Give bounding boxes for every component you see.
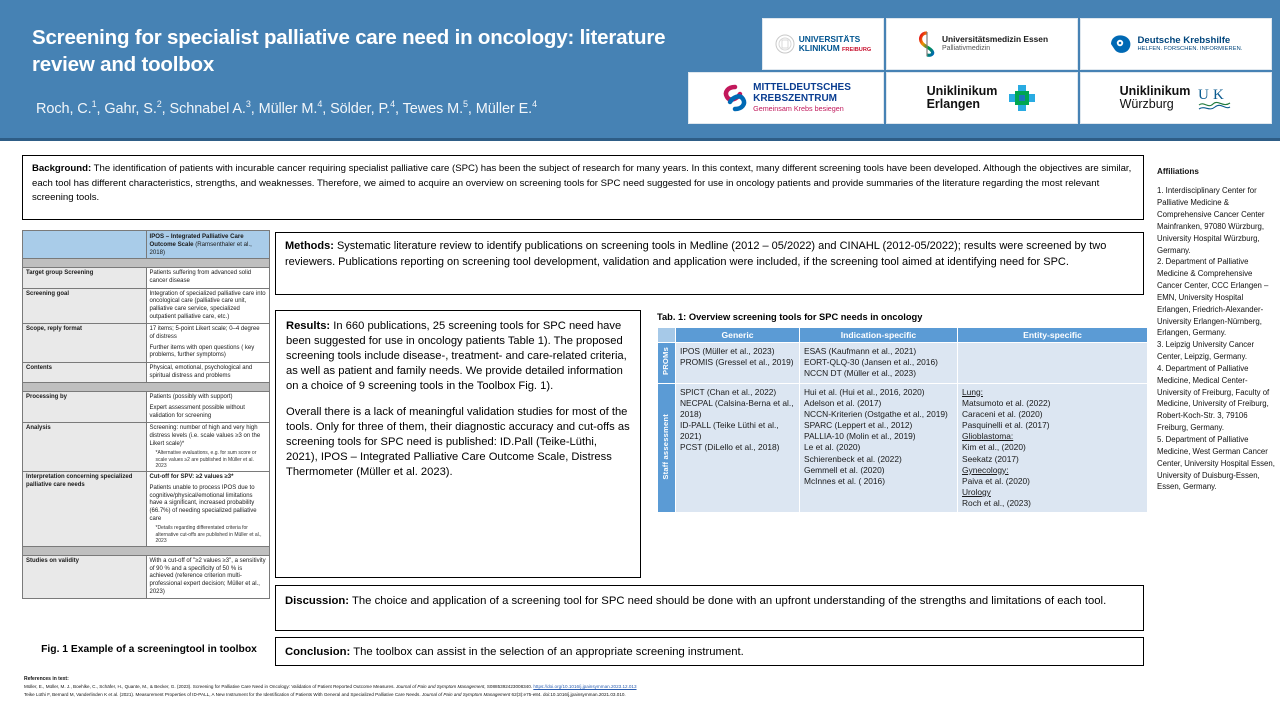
tab1-cell-line: Adelson et al. (2017) — [804, 397, 882, 408]
fig1-value-studies-on-validity: With a cut-off of "≥2 values ≥3", a sensitivity of 90 % and a specificity of 50 % is achieved (reference criterion multi-professional expert decision; Müller et al., 2023) — [146, 556, 270, 599]
tab1-staff-generic — [676, 383, 800, 513]
fig1-header-blank — [23, 231, 147, 259]
ref2-post: 62(3):e75-e84. doi:10.1016/j.jpainsymman.2021.03.010. — [510, 691, 626, 697]
tab1-cell-line: IPOS (Müller et al., 2023) — [680, 346, 775, 356]
methods-text — [285, 239, 1134, 270]
page-title: Screening for specialist palliative care need in oncology: literature review and toolbox — [32, 26, 666, 77]
fig1-caption: Fig. 1 Example of a screeningtool in toolbox — [41, 644, 257, 655]
table-row — [23, 288, 270, 324]
results-label: Results: — [286, 320, 331, 332]
conclusion-section — [275, 637, 1144, 666]
tab1-proms-entity — [958, 343, 1148, 384]
tab1-entity-item: Roch et al., (2023) — [962, 498, 1031, 509]
discussion-label: Discussion: — [285, 595, 350, 607]
ref1-pre: Müller, E., Müller, M. J., Boehlke, C., Schäfer, H., Quante, M., & Becker, G. (2023). Screening for Palliative Care Need in Oncology: Validation of Patient Reported Outcome Measures. — [24, 684, 396, 689]
fig1-analysis-note: *Alternative evaluations, e.g. for sum score or scale values ≥2 are published in Müller et al. 2023 — [155, 450, 257, 469]
tab1-proms-indication — [800, 343, 958, 384]
tab1-entity-item: Kim et al., (2020) — [962, 442, 1026, 453]
fig1-spacer-row-2 — [23, 383, 270, 392]
mitteldeutsches-krebszentrum-logo: MITTELDEUTSCHES KREBSZENTRUM Gemeinsam Krebs besiegen — [688, 72, 884, 124]
tab1-cell-line: ID-PALL (Teike Lüthi et al., 2021) — [680, 420, 779, 442]
poster-header — [0, 0, 1280, 141]
table-row — [23, 392, 270, 423]
tab1-entity-item: Paiva et al. (2020) — [962, 475, 1030, 486]
discussion-text — [285, 593, 1134, 609]
fig1-spacer-row-3 — [23, 547, 270, 556]
fig1-value-target-group: Patients suffering from advanced solid cancer disease — [146, 268, 270, 288]
fig1-analysis-text: Screening: number of high and very high distress levels (i.e. scale values ≥3 on the Likert scale)* — [149, 425, 261, 447]
ref2-journal: Journal of Pain and Symptom Management — [421, 691, 511, 697]
affiliation-item-5: 5. Department of Palliative Medicine, West German Cancer Center, University Hospital Essen, University of Duisburg-Essen, Essen, Germany. — [1157, 435, 1275, 492]
fig1-table-wrap — [22, 230, 270, 599]
table-row — [23, 472, 270, 547]
background-text — [32, 162, 1135, 206]
uniklinikum-wuerzburg-logo: Uniklinikum Würzburg U K — [1080, 72, 1272, 124]
fig1-value-scope-reply-format — [146, 324, 270, 363]
uniklinikum-erlangen-logo: Uniklinikum Erlangen — [886, 72, 1078, 124]
tab1-title: Tab. 1: Overview screening tools for SPC needs in oncology — [657, 312, 923, 322]
reference-item-1 — [24, 683, 1264, 691]
table-row — [23, 363, 270, 383]
table-row — [23, 423, 270, 472]
tab1-col-indication-specific: Indication-specific — [800, 328, 958, 343]
universitaetsmedizin-essen-logo: Universitätsmedizin Essen Palliativmedizin — [886, 18, 1078, 70]
ref2-pre: Teike Lüthi F, Bernard M, Vanderlinden K et al. (2021). Measurement Properties of ID-PALL, A New Instrument for the Identification of Patients With General and Specialized Palliative Care Needs. — [24, 691, 422, 697]
tab1-rowlabel-staff-assessment — [658, 383, 676, 513]
tab1-table-wrap — [657, 327, 1147, 513]
table-row — [658, 383, 1148, 513]
table-row-header — [658, 328, 1148, 343]
fig1-value-processing-by — [146, 392, 270, 423]
fig1-header-title — [146, 231, 270, 259]
fig1-label-processing-by: Processing by — [23, 392, 147, 423]
tab1-entity-item: Caraceni et al. (2020) — [962, 408, 1043, 419]
tab1-entity-item: Seekatz (2017) — [962, 453, 1019, 464]
fig1-value-screening-goal: Integration of specialized palliative care into oncological care (palliative care unit, palliative care service, specialized outpatient palliative care, etc.) — [146, 288, 270, 324]
ref1-journal: Journal of Pain and Symptom Management — [395, 684, 485, 689]
logo-grid — [688, 18, 1268, 126]
fig1-label-scope-reply-format: Scope, reply format — [23, 324, 147, 363]
tab1-col-generic: Generic — [676, 328, 800, 343]
tab1-cell-line: NCCN DT (Müller et al., 2023) — [804, 368, 917, 379]
tab1-cell-line: McInnes et al. ( 2016) — [804, 475, 885, 486]
tab1-rowlabel-proms — [658, 343, 676, 384]
ref1-doi-link[interactable]: https://doi.org/10.1016/j.jpainsymman.2023.12.013 — [533, 684, 637, 689]
affiliations-sidebar — [1157, 166, 1275, 493]
affiliations-heading: Affiliations — [1157, 167, 1199, 176]
background-body: The identification of patients with incurable cancer requiring specialist palliative care (SPC) has been the subject of research for many years. In this context, many different screening tools have been developed. Although the objectives are similar, each tool has different characteristics, strengths, and weaknesses. Therefore, we aimed to acquire an overview on screening tools for SPC need suggested for use in oncology patients and provide summaries of the literature regarding the most relevant screening tools. — [32, 163, 1132, 204]
fig1-value-analysis — [146, 423, 270, 472]
fig1-spacer-row-1 — [23, 259, 270, 268]
conclusion-label: Conclusion: — [285, 646, 351, 658]
tab1-cell-line: Hui et al. (Hui et al., 2016, 2020) — [804, 386, 925, 397]
tab1-table — [657, 327, 1148, 513]
fig1-value-interpretation — [146, 472, 270, 547]
fig1-label-analysis: Analysis — [23, 423, 147, 472]
results-body-1: In 660 publications, 25 screening tools for SPC need have been suggested for use in oncology patients Table 1). The proposed screening tools include disease-, treatment- and care-related criteria, as well as patient and family needs. We provide detailed information on a choice of 9 screening tools in the Toolbox Fig. 1). — [286, 320, 627, 392]
fig1-scope-line2: Further items with open questions ( key problems, further symptoms) — [149, 344, 255, 359]
tab1-cell-line: PCST (DiLello et al., 2018) — [680, 442, 780, 453]
fig1-header-citation: (Ramsenthaler et al., 2018) — [149, 240, 252, 256]
references-heading: References in text: — [24, 676, 69, 682]
table-row-header — [23, 231, 270, 259]
reference-item-2 — [24, 691, 1264, 699]
tab1-cell-line: EORT-QLQ-30 (Jansen et al., 2016) — [804, 357, 938, 368]
fig1-processing-line1: Patients (possibly with support) — [149, 394, 233, 401]
fig1-label-contents: Contents — [23, 363, 147, 383]
tab1-cell-line: NECPAL (Calsina-Berna et al., 2018) — [680, 397, 794, 419]
fig1-value-contents: Physical, emotional, psychological and spiritual distress and problems — [146, 363, 270, 383]
tab1-cell-line: ESAS (Kaufmann et al., 2021) — [804, 346, 917, 356]
references-section — [24, 676, 1264, 699]
tab1-cell-line: Schierenbeck et al. (2022) — [804, 453, 902, 464]
tab1-col-entity-specific: Entity-specific — [958, 328, 1148, 343]
tab1-entity-group-heading-3: Urology — [962, 487, 991, 498]
background-label: Background: — [32, 163, 92, 174]
tab1-rowlabel-proms-text: PROMs — [661, 347, 671, 376]
methods-section — [275, 232, 1144, 295]
affiliation-item-2: 2. Department of Palliative Medicine & Comprehensive Cancer Center, CCC Erlangen – EMN, University Hospital Erlangen, Friedrich-Alexander-University Erlangen-Nürnberg, Erlangen, Germany. — [1157, 257, 1269, 338]
fig1-label-target-group: Target group Screening — [23, 268, 147, 288]
table-row — [23, 556, 270, 599]
tab1-entity-group-heading-0: Lung: — [962, 386, 983, 397]
tab1-cell-line: Gemmell et al. (2020) — [804, 464, 885, 475]
methods-label: Methods: — [285, 240, 334, 252]
tab1-entity-item: Pasquinelli et al. (2017) — [962, 420, 1050, 431]
fig1-label-studies-on-validity: Studies on validity — [23, 556, 147, 599]
tab1-cell-line: NCCN-Kriterien (Ostgathe et al., 2019) — [804, 408, 948, 419]
fig1-header-bold: IPOS – Integrated Palliative Care Outcome Scale — [149, 233, 244, 248]
fig1-scope-line1: 17 items; 5-point Likert scale; 0–4 degree of distress — [149, 326, 260, 341]
tab1-staff-indication — [800, 383, 958, 513]
affiliation-item-1: 1. Interdisciplinary Center for Palliative Medicine & Comprehensive Cancer Center Mainfranken, 97080 Würzburg, University Hospital Würzburg, Germany. — [1157, 186, 1265, 255]
tab1-entity-group-heading-1: Glioblastoma: — [962, 431, 1014, 442]
table-row — [23, 324, 270, 363]
tab1-cell-line: SPARC (Leppert et al., 2012) — [804, 420, 913, 431]
affiliation-item-4: 4. Department of Palliative Medicine, Medical Center-University of Freiburg, Faculty of Medicine, University of Freiburg, Robert-Koch-Str. 3, 79106 Freiburg, Germany. — [1157, 363, 1270, 433]
deutsche-krebshilfe-logo: Deutsche Krebshilfe HELFEN. FORSCHEN. INFORMIEREN. — [1080, 18, 1272, 70]
fig1-table — [22, 230, 270, 599]
table-row — [23, 268, 270, 288]
background-section — [22, 155, 1144, 220]
conclusion-body: The toolbox can assist in the selection of an appropriate screening instrument. — [350, 646, 744, 658]
fig1-label-screening-goal: Screening goal — [23, 288, 147, 324]
results-section — [275, 310, 641, 578]
svg-text:U: U — [1198, 87, 1210, 103]
author-list: Roch, C.$^1$, Gahr, S.$^2$, Schnabel A.$^3$, Müller M.$^4$, Sölder, P.$^4$, Tewes M.$^5$, Müller E.$^4$ — [36, 99, 537, 117]
ref1-mid: , S0885392423008340. — [484, 684, 534, 689]
fig1-processing-line2: Expert assessment possible without validation for screening — [149, 405, 245, 419]
fig1-interpretation-text: Patients unable to process IPOS due to cognitive/physical/emotional limitations have a significant, increased probability (66.7%) of needing specialized palliative care — [149, 484, 257, 522]
tab1-rowlabel-staff-text: Staff assessment — [661, 413, 671, 480]
discussion-body: The choice and application of a screening tool for SPC need should be done with an upfront understanding of the strengths and limitations of each tool. — [349, 595, 1107, 607]
results-paragraph-1 — [286, 319, 630, 394]
svg-text:K: K — [1213, 87, 1225, 103]
tab1-cell-line: SPICT (Chan et al., 2022) — [680, 386, 777, 397]
fig1-interpretation-cutoff: Cut-off for SPV: ≥2 values ≥3* — [149, 474, 234, 481]
tab1-cell-line: Le et al. (2020) — [804, 442, 861, 453]
tab1-entity-item: Matsumoto et al. (2022) — [962, 397, 1051, 408]
table-row — [658, 343, 1148, 384]
tab1-proms-generic — [676, 343, 800, 384]
fig1-label-interpretation: Interpretation concerning specialized palliative care needs — [23, 472, 147, 547]
affiliation-item-3: 3. Leipzig University Cancer Center, Leipzig, Germany. — [1157, 340, 1255, 362]
results-paragraph-2: Overall there is a lack of meaningful validation studies for most of the tools. Only for three of them, their diagnostic accuracy and cut-offs as screening tools for SPC need is published: ID.Pall (Teike-Lüthi, 2021), IPOS – Integrated Palliative Care Outcome Scale, Distress Thermometer (Müller et al. 2023). — [286, 406, 630, 478]
tab1-entity-group-heading-2: Gynecology: — [962, 464, 1009, 475]
universitaetsklinikum-freiburg-logo: UNIVERSITÄTS KLINIKUM FREIBURG — [762, 18, 884, 70]
tab1-corner-cell — [658, 328, 676, 343]
methods-body: Systematic literature review to identify publications on screening tools in Medline (2012 – 05/2022) and CINAHL (2012-05/2022); results were screened by two reviewers. Publications reporting on screening tool development, validation and application were included, if the screening tool aimed at identifying need for SPC. — [285, 240, 1107, 268]
tab1-staff-entity — [958, 383, 1148, 513]
discussion-section — [275, 585, 1144, 631]
tab1-cell-line: PALLIA-10 (Molin et al., 2019) — [804, 431, 916, 442]
tab1-cell-line: PROMIS (Gressel et al., 2019) — [680, 357, 794, 368]
conclusion-text — [285, 644, 1134, 660]
fig1-interpretation-note: *Details regarding differentated criteria for alternative cut-offs are published in Müller et al., 2023 — [155, 525, 262, 544]
